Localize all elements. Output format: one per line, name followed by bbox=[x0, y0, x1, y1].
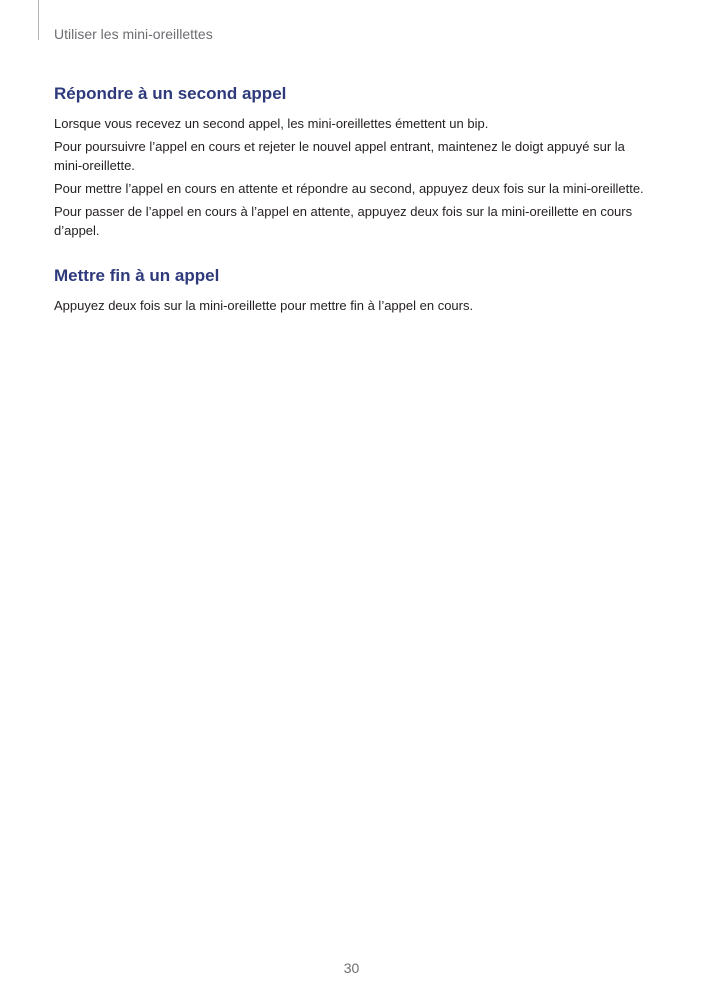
section-heading: Répondre à un second appel bbox=[54, 84, 287, 103]
paragraph: Pour passer de l’appel en cours à l’appel en attente, appuyez deux fois sur la mini-oreillette en cours d’appel. bbox=[54, 204, 633, 238]
section-end-call bbox=[54, 266, 654, 315]
page-header-title: Utiliser les mini-oreillettes bbox=[54, 26, 213, 42]
paragraph: Lorsque vous recevez un second appel, les mini-oreillettes émettent un bip. bbox=[54, 116, 489, 131]
section-second-call bbox=[54, 84, 654, 240]
paragraph: Appuyez deux fois sur la mini-oreillette pour mettre fin à l’appel en cours. bbox=[54, 298, 474, 313]
page-number: 30 bbox=[343, 960, 360, 976]
page-content bbox=[54, 84, 654, 319]
paragraph: Pour poursuivre l’appel en cours et rejeter le nouvel appel entrant, maintenez le doigt appuyé sur la mini-oreillette. bbox=[54, 139, 625, 173]
paragraph: Pour mettre l’appel en cours en attente et répondre au second, appuyez deux fois sur la mini-oreillette. bbox=[54, 181, 644, 196]
header-divider bbox=[38, 0, 39, 40]
section-heading: Mettre fin à un appel bbox=[54, 266, 220, 285]
